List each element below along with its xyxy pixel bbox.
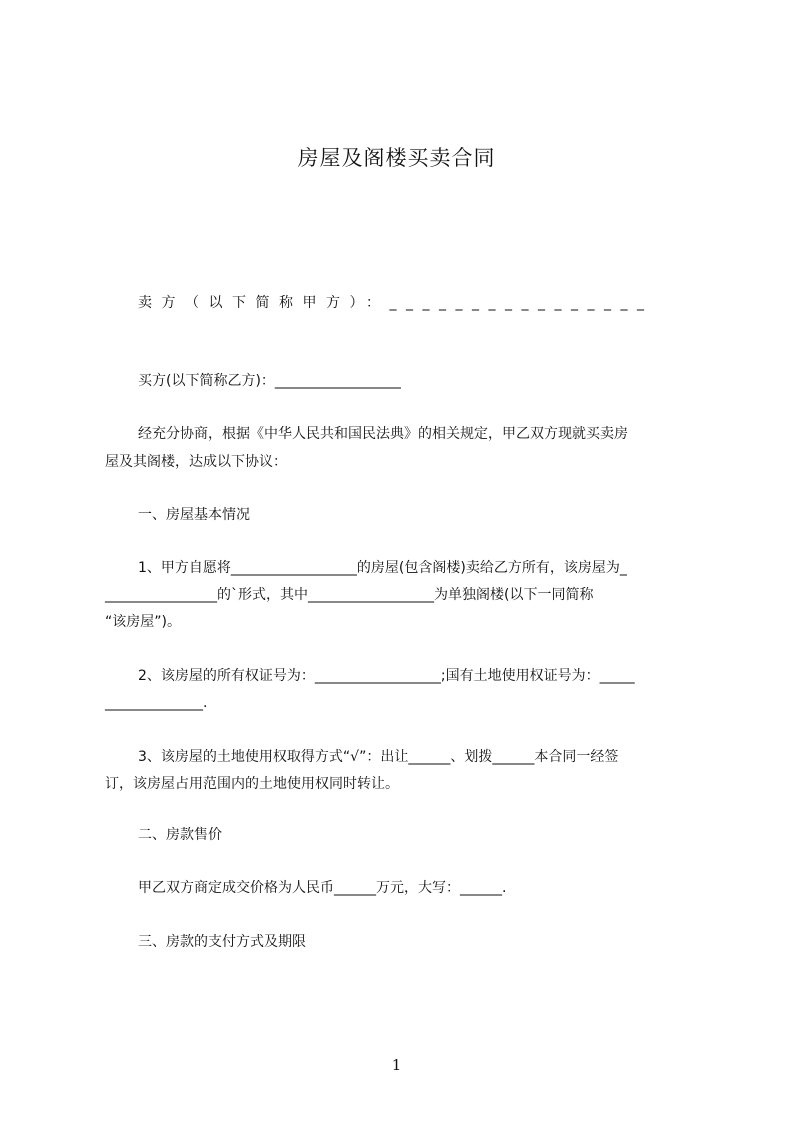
page-number: 1 (391, 1056, 402, 1074)
intro-line-1: 经充分协商，根据《中华人民共和国民法典》的相关规定，甲乙双方现就买卖房 (138, 426, 628, 442)
clause-3-line-2: 订，该房屋占用范围内的土地使用权同时转让。 (105, 776, 399, 792)
intro-line-2: 屋及其阁楼，达成以下协议： (105, 454, 287, 470)
buyer-line: 买方(以下简称乙方)：__________________ (138, 373, 401, 389)
clause-1-line-1: 1、甲方自愿将__________________的房屋(包含阁楼)卖给乙方所有，该房屋为_ (138, 560, 627, 576)
clause-2-line-2: ______________. (105, 695, 208, 711)
clause-2-line-1: 2、该房屋的所有权证号为：__________________;国有土地使用权证号为：_____ (138, 668, 635, 684)
clause-3-line-1: 3、该房屋的土地使用权取得方式“√”：出让______、划拨______本合同一经签 (138, 749, 619, 765)
document-title: 房屋及阁楼买卖合同 (297, 146, 496, 170)
section-2-heading: 二、房款售价 (138, 827, 222, 843)
clause-1-line-2: ________________的`形式，其中__________________为单独阁楼(以下一同简称 (105, 587, 594, 603)
clause-1-line-3: “该房屋”)。 (105, 614, 181, 630)
section-3-heading: 三、房款的支付方式及期限 (138, 934, 306, 950)
seller-line: 卖方（以下简称甲方）：________________ (138, 295, 654, 311)
price-line: 甲乙双方商定成交价格为人民币______万元，大写：______. (138, 880, 507, 896)
section-1-heading: 一、房屋基本情况 (138, 507, 250, 523)
